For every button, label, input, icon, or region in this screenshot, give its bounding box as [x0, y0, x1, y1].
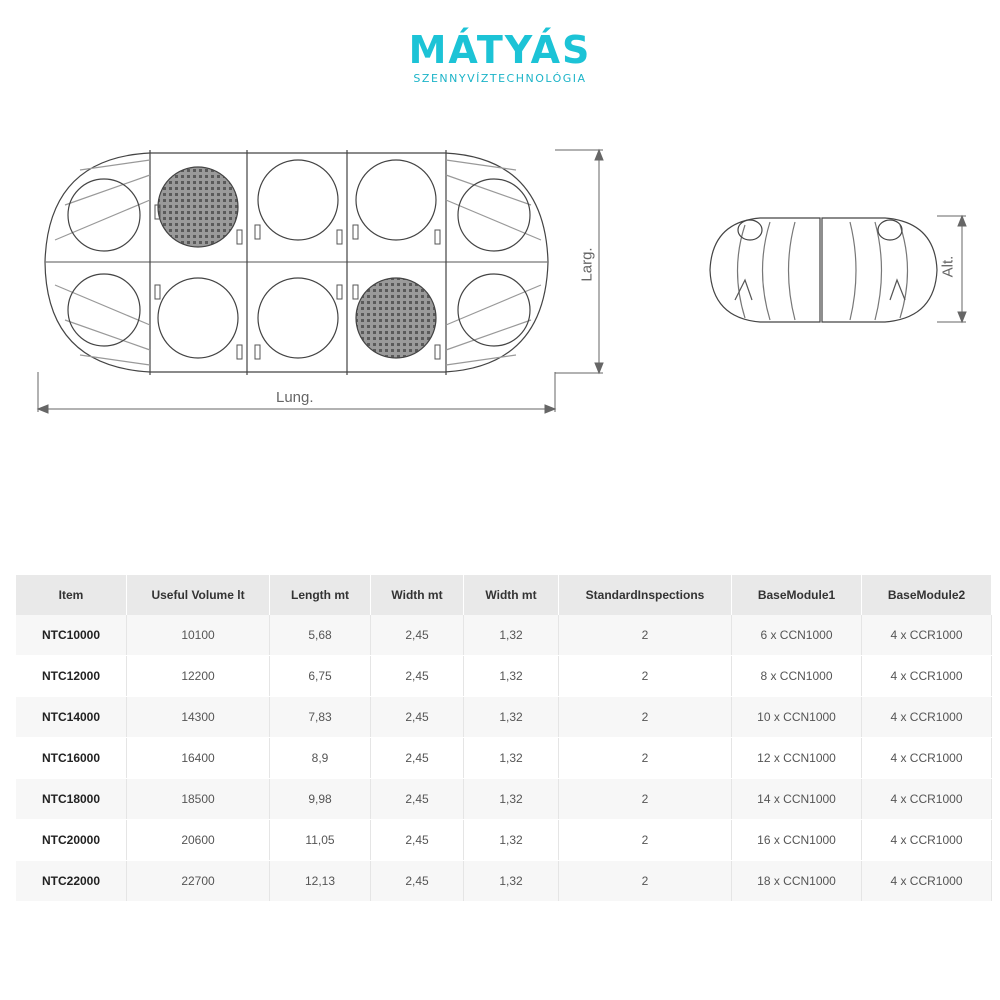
header-useful-volume: Useful Volume lt [127, 575, 270, 615]
table-row [16, 861, 992, 902]
header-item: Item [16, 575, 127, 615]
cell-item: NTC18000 [16, 779, 127, 820]
cell-base-module-2: 4 x CCR1000 [862, 861, 992, 902]
cell-width: 2,45 [371, 656, 464, 697]
cell-base-module-2: 4 x CCR1000 [862, 779, 992, 820]
cell-inspections: 2 [559, 861, 732, 902]
cell-base-module-1: 8 x CCN1000 [732, 656, 862, 697]
cell-base-module-1: 6 x CCN1000 [732, 615, 862, 656]
cell-inspections: 2 [559, 738, 732, 779]
cell-base-module-2: 4 x CCR1000 [862, 820, 992, 861]
cell-inspections: 2 [559, 697, 732, 738]
cell-inspections: 2 [559, 656, 732, 697]
side-view [710, 218, 937, 322]
table-row [16, 656, 992, 697]
cell-base-module-2: 4 x CCR1000 [862, 656, 992, 697]
cell-width: 2,45 [371, 615, 464, 656]
header-width: Width mt [371, 575, 464, 615]
length-dimension-label: Lung. [276, 389, 314, 406]
table-row [16, 779, 992, 820]
cell-width: 2,45 [371, 820, 464, 861]
cell-length: 12,13 [270, 861, 371, 902]
cell-length: 8,9 [270, 738, 371, 779]
cell-inspections: 2 [559, 615, 732, 656]
cell-item: NTC14000 [16, 697, 127, 738]
cell-item: NTC10000 [16, 615, 127, 656]
cell-base-module-1: 14 x CCN1000 [732, 779, 862, 820]
cell-width-2: 1,32 [464, 615, 559, 656]
table-row [16, 820, 992, 861]
cell-volume: 12200 [127, 656, 270, 697]
cell-length: 5,68 [270, 615, 371, 656]
cell-width: 2,45 [371, 697, 464, 738]
width-dimension-label: Larg. [578, 247, 596, 282]
header-length: Length mt [270, 575, 371, 615]
cell-volume: 18500 [127, 779, 270, 820]
cell-item: NTC16000 [16, 738, 127, 779]
cell-item: NTC22000 [16, 861, 127, 902]
cell-width-2: 1,32 [464, 697, 559, 738]
cell-width: 2,45 [371, 738, 464, 779]
cell-volume: 20600 [127, 820, 270, 861]
top-view [45, 150, 548, 375]
table-row [16, 697, 992, 738]
cell-width-2: 1,32 [464, 779, 559, 820]
cell-width-2: 1,32 [464, 656, 559, 697]
brand-name: MÁTYÁS [408, 28, 592, 72]
brand-tagline: SZENNYVÍZTECHNOLÓGIA [413, 72, 587, 85]
header-base-module-2: BaseModule2 [862, 575, 992, 615]
tank-technical-drawing [0, 0, 1000, 440]
cell-inspections: 2 [559, 779, 732, 820]
table-header-row [16, 575, 992, 615]
cell-base-module-2: 4 x CCR1000 [862, 738, 992, 779]
cell-length: 9,98 [270, 779, 371, 820]
cell-base-module-1: 16 x CCN1000 [732, 820, 862, 861]
header-base-module-1: BaseModule1 [732, 575, 862, 615]
cell-width: 2,45 [371, 861, 464, 902]
cell-volume: 10100 [127, 615, 270, 656]
cell-width-2: 1,32 [464, 820, 559, 861]
cell-volume: 16400 [127, 738, 270, 779]
cell-base-module-1: 18 x CCN1000 [732, 861, 862, 902]
cell-base-module-2: 4 x CCR1000 [862, 697, 992, 738]
cell-base-module-2: 4 x CCR1000 [862, 615, 992, 656]
cell-width-2: 1,32 [464, 738, 559, 779]
cell-inspections: 2 [559, 820, 732, 861]
cell-width: 2,45 [371, 779, 464, 820]
cell-length: 6,75 [270, 656, 371, 697]
specifications-table [16, 575, 992, 902]
header-standard-inspections: StandardInspections [559, 575, 732, 615]
cell-length: 11,05 [270, 820, 371, 861]
cell-base-module-1: 10 x CCN1000 [732, 697, 862, 738]
header-width-2: Width mt [464, 575, 559, 615]
cell-width-2: 1,32 [464, 861, 559, 902]
table-row [16, 615, 992, 656]
cell-length: 7,83 [270, 697, 371, 738]
height-dimension-label: Alt. [939, 255, 957, 278]
cell-volume: 14300 [127, 697, 270, 738]
cell-item: NTC20000 [16, 820, 127, 861]
cell-item: NTC12000 [16, 656, 127, 697]
cell-volume: 22700 [127, 861, 270, 902]
table-row [16, 738, 992, 779]
cell-base-module-1: 12 x CCN1000 [732, 738, 862, 779]
